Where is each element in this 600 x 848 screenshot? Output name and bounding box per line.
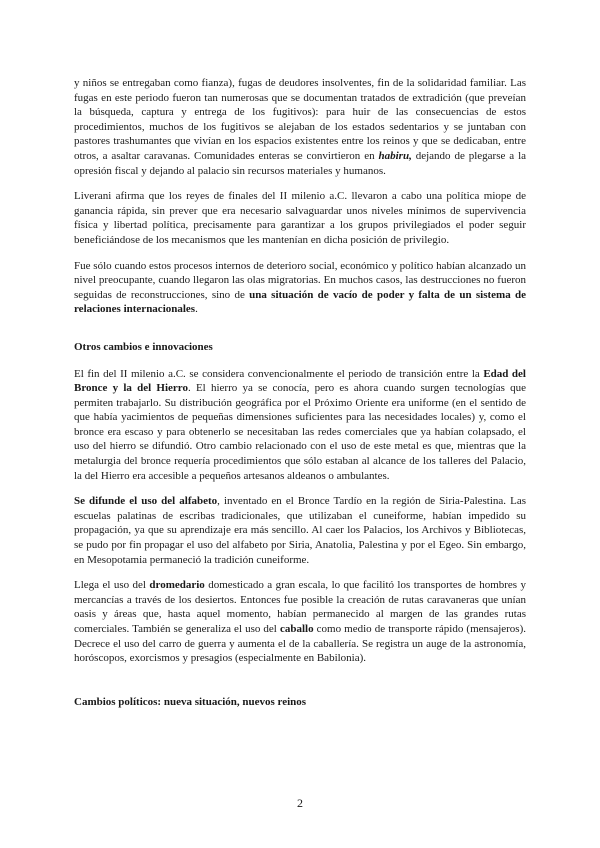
paragraph-alfabeto: Se difunde el uso del alfabeto, inventado en el Bronce Tardío en la región de Siria-Palestina. Las escuelas palatinas de escribas tradicionales, que utilizaban el cuneiforme, habían impedido su propagación, ya que su aprendizaje era más sencillo. Al caer los Palacios, los Archivos y Bibliotecas, se pudo por fin propagar el uso del alfabeto por Siria, Anatolia, Palestina y por el Egeo. Sin embargo, en Mesopotamia permaneció la tradición cuneiforme. [74,495,526,566]
bold-edad-bronce-hierro: Edad del Bronce y la del Hierro [74,367,526,395]
paragraph-dromedario: Llega el uso del dromedario domesticado a gran escala, lo que facilitó los transportes de hombres y mercancías a través de los desiertos. Entonces fue posible la creación de rutas caravaneras que unían oasis y áreas que, hasta aquel momento, habían permanecido al margen de las grandes rutas comerciales. También se generaliza el uso del caballo como medio de transporte rápido (mensajeros). Decrece el uso del carro de guerra y aumenta el de la caballería. Se registra un auge de la astronomía, horóscopos, exorcismos y presagios (especialmente en Babilonia). [74,579,526,665]
page-number: 2 [297,796,303,810]
bold-alfabeto: Se difunde el uso del alfabeto [74,495,218,508]
paragraph-hierro: El fin del II milenio a.C. se considera convencionalmente el periodo de transición entre la Edad del Bronce y la del Hierro. El hierro ya se conocía, pero es ahora cuando surgen tecnologías que permiten trabajarlo. Su distribución geográfica por el Próximo Oriente era uniforme (en el sentido de que había yacimientos de pequeñas dimensiones suficientes para las necesidades locales) y, como el bronce era escaso y para obtenerlo se necesitaban las redes comerciales que ya habían colapsado, el uso del hierro se difundió. Otro cambio relacionado con el uso de este metal es que, mientras que la metalurgia del bronce requería procedimientos que sólo estaban al alcance de los talleres del Palacio, la del Hierro era accesible a pequeños artesanos aldeanos o ambulantes. [74,367,526,482]
bold-caballo: caballo [279,623,314,635]
paragraph-fugas: y niños se entregaban como fianza), fugas de deudores insolventes, fin de la solidaridad familiar. Las fugas en este periodo fueron tan numerosas que se documentan tratados de extradición (que preveían la búsqueda, captura y entrega de los fugitivos): para huir de las consecuencias de estos procedimientos, muchos de los fugitivos se alejaban de los estados sedentarios y se juntaban con pastores trashumantes que vivían en los espacios existentes entre los reinos y que se dedicaban, entre otros, a asaltar caravanas. Comunidades enteras se convirtieron en habiru, dejando de plegarse a la opresión fiscal y dejando al palacio sin recursos materiales y humanos. [74,77,527,177]
bold-vacio-poder: una situación de vacío de poder y falta de un sistema de relaciones internacionales [74,288,526,316]
text-column [74,76,526,709]
habiru-term: habiru, [378,149,412,162]
paragraph-migraciones: Fue sólo cuando estos procesos internos de deterioro social, económico y político habían alcanzado un nivel preocupante, cuando llegaron las olas migratorias. En muchos casos, las destrucciones no fueron seguidas de reconstrucciones, sino de una situación de vacío de poder y falta de un sistema de relaciones internacionales. [74,259,526,316]
paragraph-liverani: Liverani afirma que los reyes de finales del II milenio a.C. llevaron a cabo una política miope de ganancia rápida, sin prever que era necesario salvaguardar unos niveles mínimos de supervivencia física y libertad política, precisamente para garantizar a los grupos privilegiados el poder seguir beneficiándose de los mecanismos que les mantenían en dicha posición de privilegio. [74,190,526,246]
section-heading-cambios-politicos: Cambios políticos: nueva situación, nuevos reinos [74,695,307,708]
bold-dromedario: dromedario [149,579,205,592]
section-heading-otros-cambios: Otros cambios e innovaciones [74,340,213,353]
